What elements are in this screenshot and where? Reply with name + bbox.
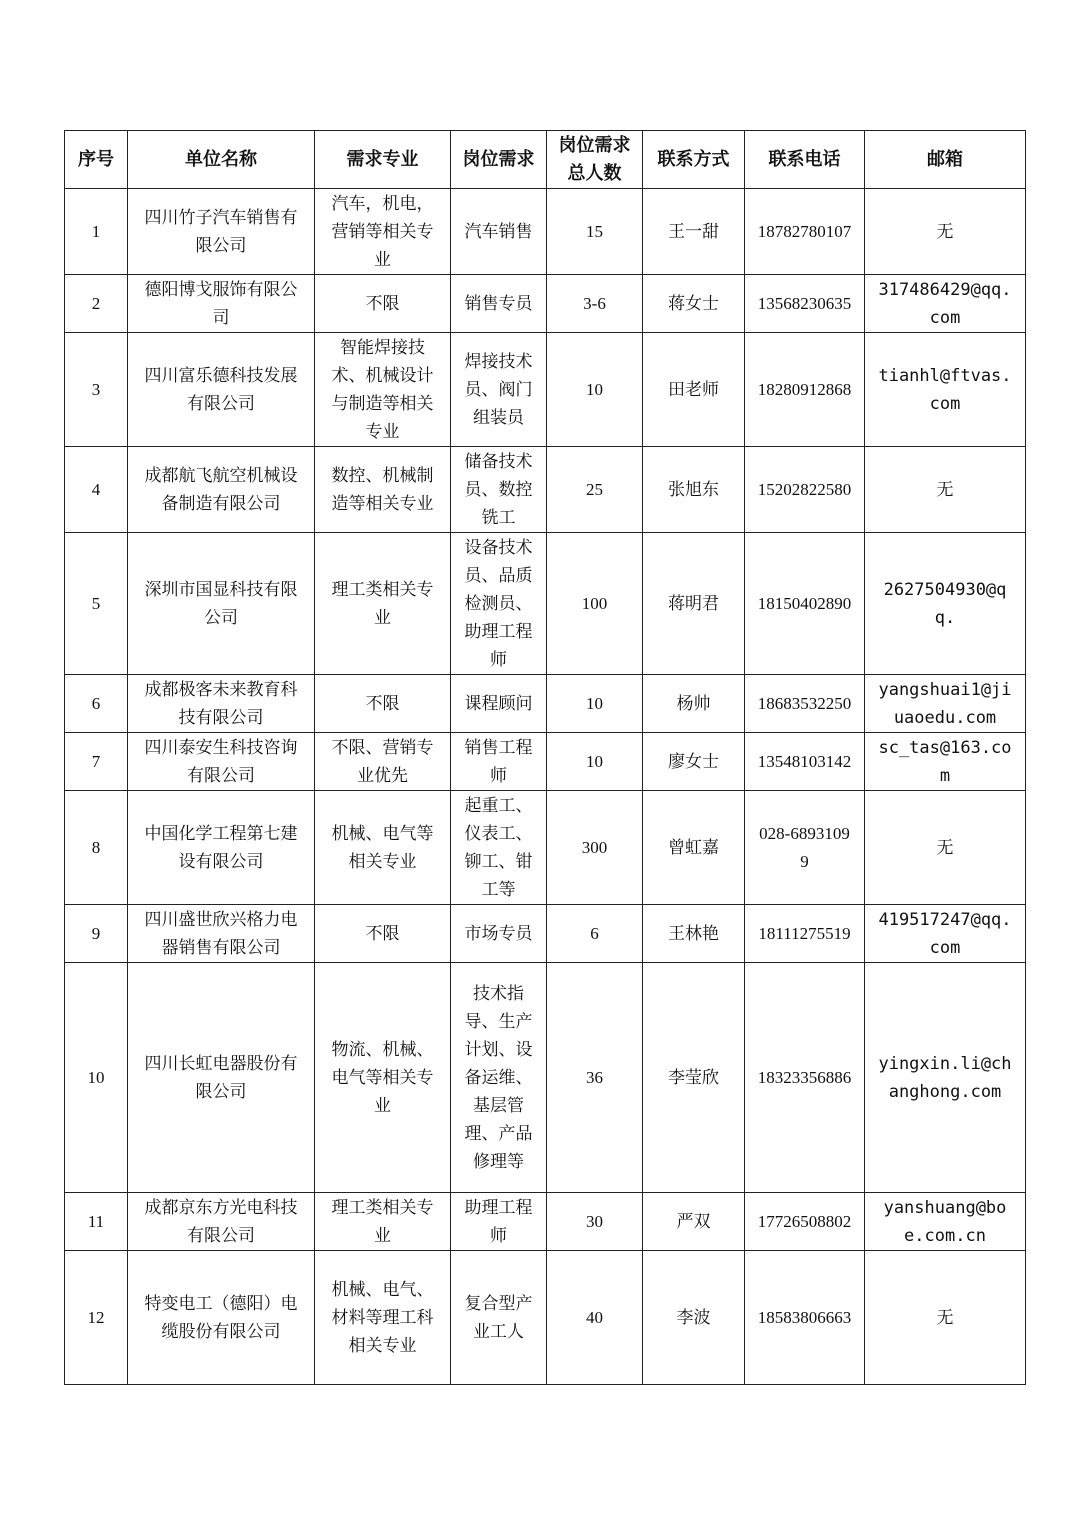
email-cell: 无 <box>865 447 1026 533</box>
phone-number-cell: 18583806663 <box>745 1251 865 1385</box>
header-cell: 序号 <box>65 131 128 189</box>
email-cell: yanshuang@boe.com.cn <box>865 1193 1026 1251</box>
header-cell: 单位名称 <box>128 131 315 189</box>
email-cell: 无 <box>865 1251 1026 1385</box>
email-cell: 317486429@qq.com <box>865 275 1026 333</box>
position-cell: 设备技术员、品质检测员、助理工程师 <box>451 533 547 675</box>
header-cell: 需求专业 <box>315 131 451 189</box>
contact-person-cell: 王林艳 <box>643 905 745 963</box>
position-cell: 起重工、仪表工、铆工、钳工等 <box>451 791 547 905</box>
headcount-cell: 100 <box>547 533 643 675</box>
required-major-cell: 理工类相关专业 <box>315 1193 451 1251</box>
headcount-cell: 15 <box>547 189 643 275</box>
contact-person-cell: 蒋女士 <box>643 275 745 333</box>
row-number-cell: 9 <box>65 905 128 963</box>
headcount-cell: 36 <box>547 963 643 1193</box>
phone-number-cell: 13548103142 <box>745 733 865 791</box>
headcount-cell: 40 <box>547 1251 643 1385</box>
row-number-cell: 8 <box>65 791 128 905</box>
email-cell: yangshuai1@jiuaoedu.com <box>865 675 1026 733</box>
required-major-cell: 数控、机械制造等相关专业 <box>315 447 451 533</box>
company-name-cell: 四川富乐德科技发展有限公司 <box>128 333 315 447</box>
contact-person-cell: 杨帅 <box>643 675 745 733</box>
contact-person-cell: 曾虹嘉 <box>643 791 745 905</box>
table-row <box>65 189 1026 275</box>
phone-number-cell: 15202822580 <box>745 447 865 533</box>
headcount-cell: 10 <box>547 675 643 733</box>
contact-person-cell: 李莹欣 <box>643 963 745 1193</box>
table-row <box>65 533 1026 675</box>
headcount-cell: 10 <box>547 733 643 791</box>
headcount-cell: 10 <box>547 333 643 447</box>
phone-number-cell: 18683532250 <box>745 675 865 733</box>
row-number-cell: 4 <box>65 447 128 533</box>
company-name-cell: 四川长虹电器股份有限公司 <box>128 963 315 1193</box>
headcount-cell: 300 <box>547 791 643 905</box>
table-row <box>65 963 1026 1193</box>
table-row <box>65 791 1026 905</box>
position-cell: 销售工程师 <box>451 733 547 791</box>
contact-person-cell: 田老师 <box>643 333 745 447</box>
phone-number-cell: 18323356886 <box>745 963 865 1193</box>
table-row <box>65 275 1026 333</box>
required-major-cell: 不限 <box>315 275 451 333</box>
position-cell: 市场专员 <box>451 905 547 963</box>
company-name-cell: 德阳博戈服饰有限公司 <box>128 275 315 333</box>
position-cell: 焊接技术员、阀门组装员 <box>451 333 547 447</box>
row-number-cell: 2 <box>65 275 128 333</box>
contact-person-cell: 李波 <box>643 1251 745 1385</box>
contact-person-cell: 蒋明君 <box>643 533 745 675</box>
company-name-cell: 成都京东方光电科技有限公司 <box>128 1193 315 1251</box>
headcount-cell: 30 <box>547 1193 643 1251</box>
company-name-cell: 四川竹子汽车销售有限公司 <box>128 189 315 275</box>
phone-number-cell: 18150402890 <box>745 533 865 675</box>
required-major-cell: 理工类相关专业 <box>315 533 451 675</box>
company-name-cell: 四川泰安生科技咨询有限公司 <box>128 733 315 791</box>
phone-number-cell: 18782780107 <box>745 189 865 275</box>
row-number-cell: 7 <box>65 733 128 791</box>
position-cell: 课程顾问 <box>451 675 547 733</box>
position-cell: 复合型产业工人 <box>451 1251 547 1385</box>
company-name-cell: 深圳市国显科技有限公司 <box>128 533 315 675</box>
company-name-cell: 特变电工（德阳）电缆股份有限公司 <box>128 1251 315 1385</box>
position-cell: 汽车销售 <box>451 189 547 275</box>
contact-person-cell: 廖女士 <box>643 733 745 791</box>
phone-number-cell: 18111275519 <box>745 905 865 963</box>
table-row <box>65 733 1026 791</box>
headcount-cell: 25 <box>547 447 643 533</box>
position-cell: 技术指导、生产计划、设备运维、基层管理、产品修理等 <box>451 963 547 1193</box>
required-major-cell: 不限 <box>315 675 451 733</box>
required-major-cell: 智能焊接技术、机械设计与制造等相关专业 <box>315 333 451 447</box>
phone-number-cell: 17726508802 <box>745 1193 865 1251</box>
required-major-cell: 不限、营销专业优先 <box>315 733 451 791</box>
position-cell: 助理工程师 <box>451 1193 547 1251</box>
required-major-cell: 汽车，机电，营销等相关专业 <box>315 189 451 275</box>
table-row <box>65 1251 1026 1385</box>
table-row <box>65 905 1026 963</box>
row-number-cell: 3 <box>65 333 128 447</box>
email-cell: sc_tas@163.com <box>865 733 1026 791</box>
header-row <box>65 131 1026 189</box>
email-cell: tianhl@ftvas.com <box>865 333 1026 447</box>
headcount-cell: 3-6 <box>547 275 643 333</box>
email-cell: 2627504930@qq. <box>865 533 1026 675</box>
row-number-cell: 5 <box>65 533 128 675</box>
email-cell: 419517247@qq.com <box>865 905 1026 963</box>
company-name-cell: 成都航飞航空机械设备制造有限公司 <box>128 447 315 533</box>
header-cell: 岗位需求 <box>451 131 547 189</box>
required-major-cell: 机械、电气、材料等理工科相关专业 <box>315 1251 451 1385</box>
position-cell: 储备技术员、数控铣工 <box>451 447 547 533</box>
row-number-cell: 1 <box>65 189 128 275</box>
row-number-cell: 11 <box>65 1193 128 1251</box>
required-major-cell: 机械、电气等相关专业 <box>315 791 451 905</box>
contact-person-cell: 严双 <box>643 1193 745 1251</box>
row-number-cell: 12 <box>65 1251 128 1385</box>
contact-person-cell: 张旭东 <box>643 447 745 533</box>
company-name-cell: 成都极客未来教育科技有限公司 <box>128 675 315 733</box>
required-major-cell: 物流、机械、电气等相关专业 <box>315 963 451 1193</box>
header-cell: 联系电话 <box>745 131 865 189</box>
required-major-cell: 不限 <box>315 905 451 963</box>
row-number-cell: 6 <box>65 675 128 733</box>
phone-number-cell: 13568230635 <box>745 275 865 333</box>
company-name-cell: 中国化学工程第七建设有限公司 <box>128 791 315 905</box>
table-row <box>65 1193 1026 1251</box>
email-cell: 无 <box>865 791 1026 905</box>
email-cell: yingxin.li@changhong.com <box>865 963 1026 1193</box>
position-cell: 销售专员 <box>451 275 547 333</box>
table-row <box>65 333 1026 447</box>
company-name-cell: 四川盛世欣兴格力电器销售有限公司 <box>128 905 315 963</box>
headcount-cell: 6 <box>547 905 643 963</box>
table-row <box>65 675 1026 733</box>
job-demand-table <box>64 130 1026 1385</box>
header-cell: 联系方式 <box>643 131 745 189</box>
table-body <box>65 189 1026 1385</box>
contact-person-cell: 王一甜 <box>643 189 745 275</box>
phone-number-cell: 18280912868 <box>745 333 865 447</box>
table-row <box>65 447 1026 533</box>
phone-number-cell: 028-68931099 <box>745 791 865 905</box>
row-number-cell: 10 <box>65 963 128 1193</box>
header-cell: 岗位需求总人数 <box>547 131 643 189</box>
header-cell: 邮箱 <box>865 131 1026 189</box>
email-cell: 无 <box>865 189 1026 275</box>
